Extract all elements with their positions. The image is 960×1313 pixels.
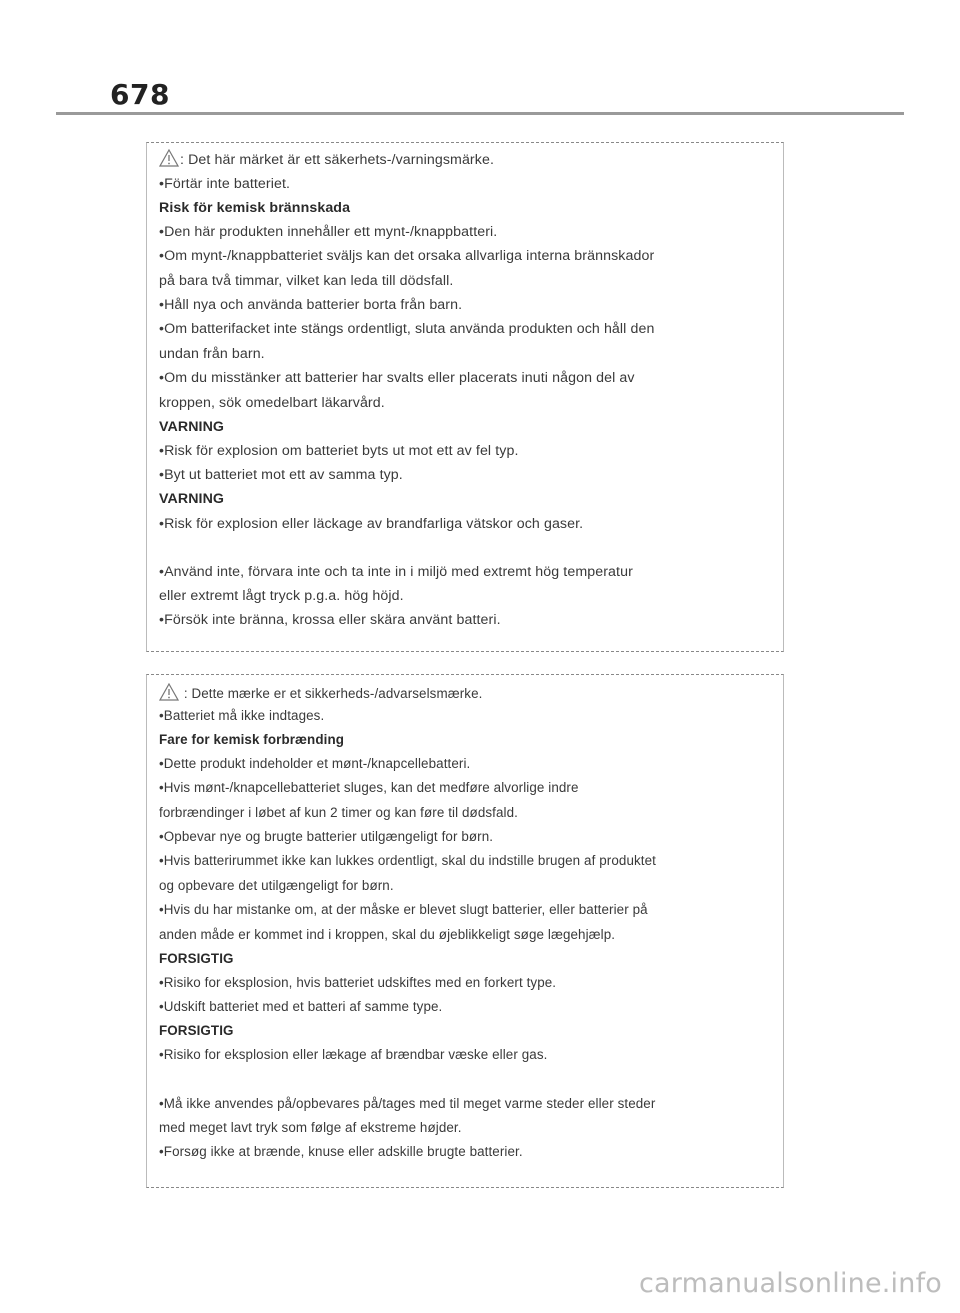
text-line: •Må ikke anvendes på/opbevares på/tages med til meget varme steder eller steder bbox=[159, 1096, 656, 1111]
section-heading: FORSIGTIG bbox=[159, 1023, 234, 1038]
section-heading: FORSIGTIG bbox=[159, 951, 234, 966]
header-rule bbox=[56, 112, 904, 115]
line-text: : Det här märket är ett säkerhets-/varningsmärke. bbox=[180, 152, 494, 168]
warning-triangle-icon bbox=[159, 149, 179, 167]
text-line: •Den här produkten innehåller ett mynt-/knappbatteri. bbox=[159, 224, 498, 240]
line-text: : Dette mærke er et sikkerheds-/advarselsmærke. bbox=[180, 686, 483, 701]
text-line: •Om du misstänker att batterier har svalts eller placerats inuti någon del av bbox=[159, 370, 635, 386]
text-line: •Forsøg ikke at brænde, knuse eller adskille brugte batterier. bbox=[159, 1144, 523, 1159]
section-heading: Fare for kemisk forbrænding bbox=[159, 732, 344, 747]
section-heading: VARNING bbox=[159, 491, 225, 507]
text-line: •Risk för explosion om batteriet byts ut mot ett av fel typ. bbox=[159, 443, 519, 459]
section-heading: Risk för kemisk brännskada bbox=[159, 200, 351, 216]
text-line: på bara två timmar, vilket kan leda till dödsfall. bbox=[159, 273, 454, 289]
warning-triangle-icon bbox=[159, 683, 179, 701]
section-heading: VARNING bbox=[159, 419, 225, 435]
text-line: •Risiko for eksplosion eller lækage af brændbar væske eller gas. bbox=[159, 1047, 548, 1062]
text-line: kroppen, sök omedelbart läkarvård. bbox=[159, 395, 385, 411]
text-line: •Risk för explosion eller läckage av brandfarliga vätskor och gaser. bbox=[159, 516, 584, 532]
text-line: •Förtär inte batteriet. bbox=[159, 176, 291, 192]
text-line: •Dette produkt indeholder et mønt-/knapcellebatteri. bbox=[159, 756, 471, 771]
text-line: •Hvis du har mistanke om, at der måske er blevet slugt batterier, eller batterier på bbox=[159, 902, 648, 917]
safety-mark-line bbox=[159, 683, 482, 701]
text-line: •Om batterifacket inte stängs ordentligt, sluta använda produkten och håll den bbox=[159, 321, 655, 337]
swedish-warning-box bbox=[146, 142, 784, 652]
text-line: undan från barn. bbox=[159, 346, 265, 362]
text-line: med meget lavt tryk som følge af ekstreme højder. bbox=[159, 1120, 462, 1135]
text-line: •Batteriet må ikke indtages. bbox=[159, 708, 325, 723]
text-line: •Håll nya och använda batterier borta från barn. bbox=[159, 297, 463, 313]
text-line: og opbevare det utilgængeligt for børn. bbox=[159, 878, 394, 893]
text-line: •Opbevar nye og brugte batterier utilgængeligt for børn. bbox=[159, 829, 494, 844]
page-number: 678 bbox=[110, 78, 170, 111]
text-line: •Om mynt-/knappbatteriet sväljs kan det orsaka allvarliga interna brännskador bbox=[159, 248, 655, 264]
text-line: forbrændinger i løbet af kun 2 timer og kan føre til dødsfald. bbox=[159, 805, 518, 820]
danish-warning-box bbox=[146, 674, 784, 1188]
text-line: •Försök inte bränna, krossa eller skära använt batteri. bbox=[159, 612, 501, 628]
text-line: •Använd inte, förvara inte och ta inte in i miljö med extremt hög temperatur bbox=[159, 564, 633, 580]
site-watermark: carmanualsonline.info bbox=[639, 1268, 942, 1299]
text-line: •Risiko for eksplosion, hvis batteriet udskiftes med en forkert type. bbox=[159, 975, 557, 990]
text-line: •Hvis mønt-/knapcellebatteriet sluges, kan det medføre alvorlige indre bbox=[159, 780, 579, 795]
text-line: •Byt ut batteriet mot ett av samma typ. bbox=[159, 467, 403, 483]
text-line: anden måde er kommet ind i kroppen, skal du øjeblikkeligt søge lægehjælp. bbox=[159, 927, 616, 942]
text-line: •Hvis batterirummet ikke kan lukkes ordentligt, skal du indstille brugen af produktet bbox=[159, 853, 656, 868]
text-line: eller extremt lågt tryck p.g.a. hög höjd. bbox=[159, 588, 404, 604]
safety-mark-line bbox=[159, 149, 494, 168]
text-line: •Udskift batteriet med et batteri af samme type. bbox=[159, 999, 443, 1014]
